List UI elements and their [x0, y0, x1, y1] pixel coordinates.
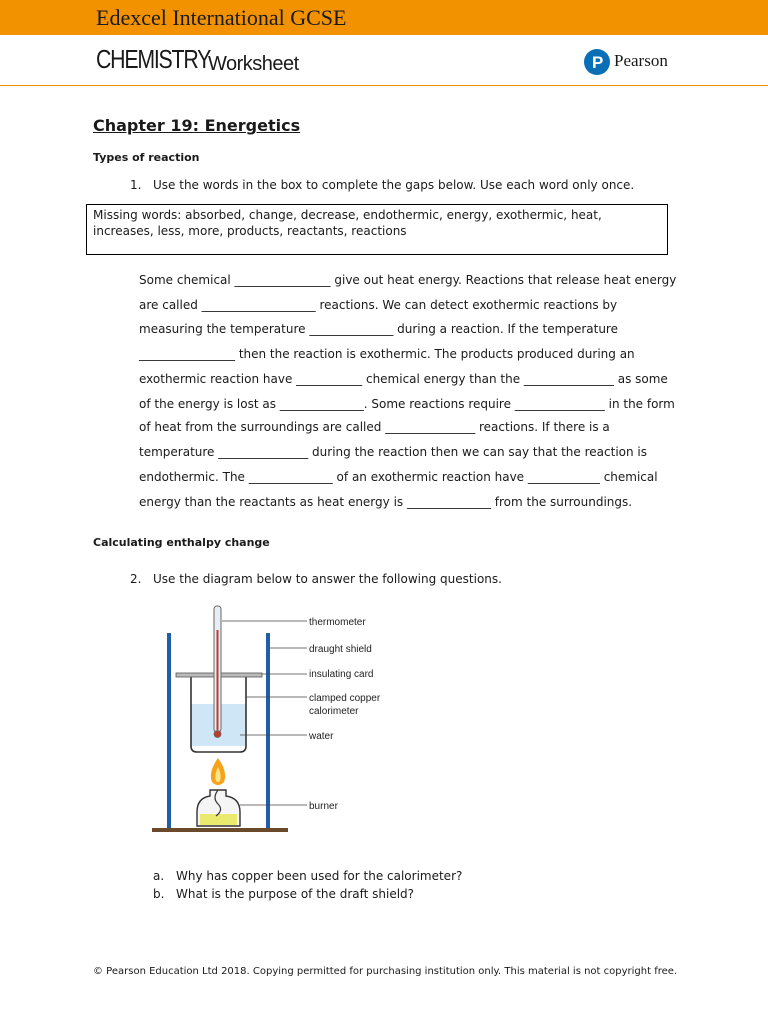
draught-shield-left-post: [167, 633, 171, 829]
label-calorimeter-2: calorimeter: [309, 706, 359, 717]
pearson-logo-icon: [584, 49, 610, 75]
sub-question-a-text: Why has copper been used for the calorimeter?: [176, 869, 463, 883]
svg-text:P: P: [592, 53, 604, 72]
banner-title: Edexcel International GCSE: [96, 5, 347, 30]
label-water: water: [309, 731, 334, 742]
question-1-number: 1.: [130, 178, 142, 192]
question-1-text: Use the words in the box to complete the gaps below. Use each word only once.: [153, 178, 635, 192]
missing-words-text: Missing words: absorbed, change, decrease, endothermic, energy, exothermic, heat, increases, less, more, products, reactants, reactions: [93, 208, 602, 238]
worksheet-title: [96, 44, 299, 75]
copyright-footer: © Pearson Education Ltd 2018. Copying permitted for purchasing institution only. This material is not copyright free.: [93, 966, 678, 977]
chapter-title: Chapter 19: Energetics: [93, 116, 301, 135]
label-burner: burner: [309, 801, 338, 812]
paragraph-line: ________________ then the reaction is exothermic. The products produced during an: [139, 347, 635, 361]
header-divider: [0, 85, 768, 86]
calorimetry-diagram: [150, 600, 400, 836]
paragraph-line: temperature _______________ during the reaction then we can say that the reaction is: [139, 445, 647, 459]
paragraph-line: of heat from the surroundings are called _______________ reactions. If there is a: [139, 420, 610, 434]
paragraph-line: exothermic reaction have ___________ chemical energy than the _______________ as some: [139, 372, 668, 386]
label-thermometer: thermometer: [309, 617, 366, 628]
base-plate: [152, 828, 288, 832]
missing-words-box: [86, 204, 668, 255]
paragraph-line: endothermic. The ______________ of an exothermic reaction have ____________ chemical: [139, 470, 658, 484]
sub-question-b-label: b.: [153, 887, 165, 901]
publisher-name: Pearson: [614, 51, 668, 70]
paragraph-line: of the energy is lost as ______________. Some reactions require _______________ in the form: [139, 397, 675, 411]
question-2-text: Use the diagram below to answer the following questions.: [153, 572, 502, 586]
sub-question-b-text: What is the purpose of the draft shield?: [176, 887, 415, 901]
paragraph-line: Some chemical ________________ give out heat energy. Reactions that release heat energy: [139, 273, 677, 287]
draught-shield-right-post: [266, 633, 270, 829]
paragraph-line: measuring the temperature ______________ during a reaction. If the temperature: [139, 322, 618, 336]
doc-type-label: Worksheet: [208, 53, 299, 75]
label-calorimeter-1: clamped copper: [309, 693, 381, 704]
section-heading-types: Types of reaction: [93, 151, 200, 164]
paragraph-line: are called ___________________ reactions. We can detect exothermic reactions by: [139, 298, 618, 312]
header-banner: [0, 0, 768, 35]
label-draught-shield: draught shield: [309, 644, 372, 655]
section-heading-enthalpy: Calculating enthalpy change: [93, 536, 270, 549]
question-2-number: 2.: [130, 572, 142, 586]
paragraph-line: energy than the reactants as heat energy is ______________ from the surroundings.: [139, 495, 633, 509]
subject-label: CHEMISTRY: [96, 44, 211, 74]
sub-question-a-label: a.: [153, 869, 165, 883]
label-insulating-card: insulating card: [309, 669, 374, 680]
